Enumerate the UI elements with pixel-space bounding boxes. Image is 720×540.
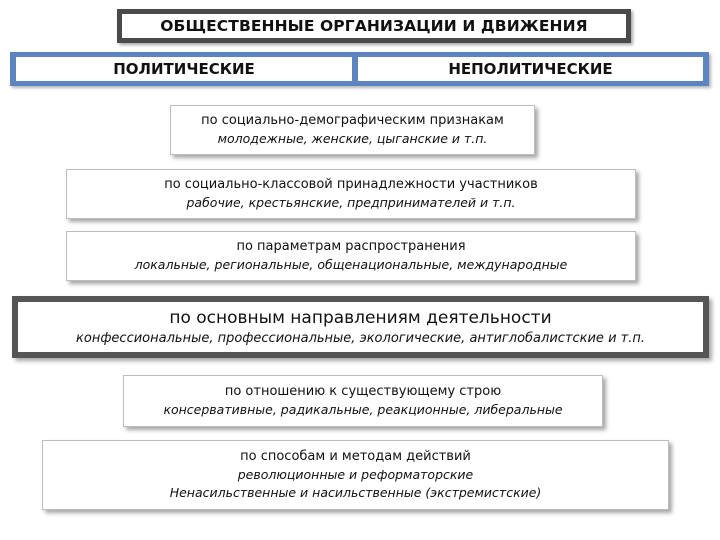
type-nonpolitical-label: НЕПОЛИТИЧЕСКИЕ xyxy=(448,60,613,78)
type-political-cell xyxy=(16,57,352,81)
criterion-examples: консервативные, радикальные, реакционные, либеральные xyxy=(163,402,563,417)
criterion-heading: по способам и методам действий xyxy=(240,449,471,464)
criterion-box-spread xyxy=(66,231,636,281)
criterion-heading: по основным направлениям деятельности xyxy=(169,308,552,328)
criterion-heading: по параметрам распространения xyxy=(236,239,466,254)
criterion-box-regime xyxy=(123,375,603,427)
criterion-examples: конфессиональные, профессиональные, экологические, антиглобалистские и т.п. xyxy=(76,331,645,346)
criterion-examples: локальные, региональные, общенациональные, международные xyxy=(134,257,568,272)
criterion-examples: рабочие, крестьянские, предпринимателей и т.п. xyxy=(186,195,516,210)
criterion-box-demographic xyxy=(170,105,535,155)
type-split-bar xyxy=(10,52,709,86)
criterion-box-class xyxy=(66,169,636,219)
criterion-heading: по социально-демографическим признакам xyxy=(201,113,504,128)
criterion-examples: Ненасильственные и насильственные (экстремистские) xyxy=(169,485,542,500)
criterion-box-methods xyxy=(42,440,669,510)
criterion-heading: по отношению к существующему строю xyxy=(224,384,502,399)
criterion-examples: молодежные, женские, цыганские и т.п. xyxy=(217,131,488,146)
criterion-heading: по социально-классовой принадлежности участников xyxy=(164,177,538,192)
criterion-box-activity xyxy=(12,296,709,358)
diagram-title-box xyxy=(117,9,631,43)
type-political-label: ПОЛИТИЧЕСКИЕ xyxy=(113,60,255,78)
criterion-examples: революционные и реформаторские xyxy=(237,467,474,482)
diagram-title: ОБЩЕСТВЕННЫЕ ОРГАНИЗАЦИИ И ДВИЖЕНИЯ xyxy=(160,17,588,35)
type-nonpolitical-cell xyxy=(358,57,703,81)
